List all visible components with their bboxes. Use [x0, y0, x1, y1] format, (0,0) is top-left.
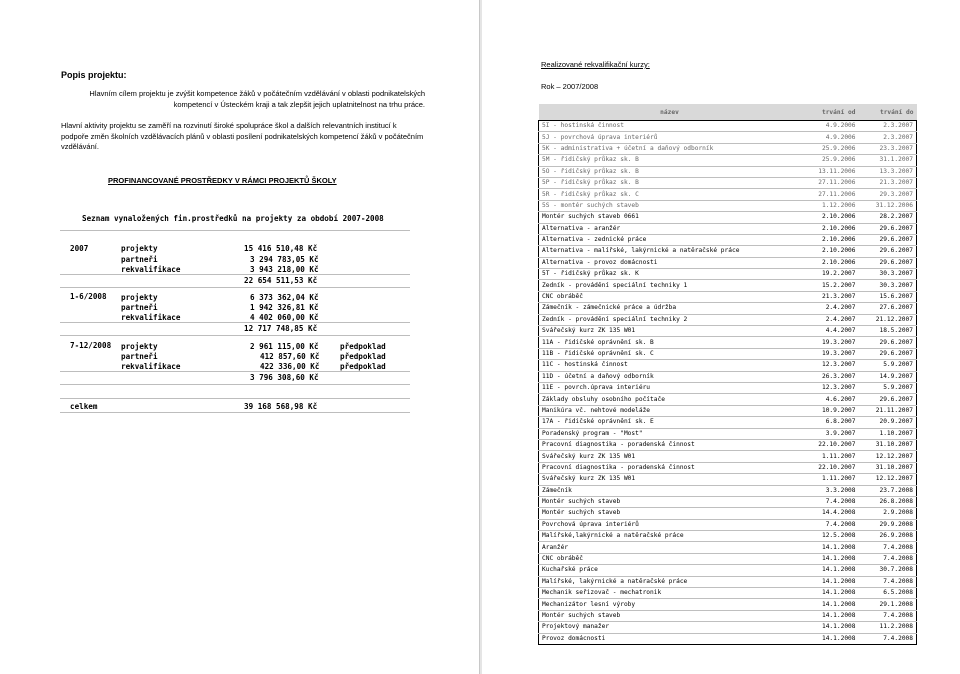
table-row: [539, 531, 917, 542]
course-from-cell: 13.11.2006: [801, 166, 859, 177]
course-name-cell: 5R - řidičský průkaz sk. C: [539, 189, 801, 200]
row-label: projekty: [121, 244, 158, 253]
table-row: [539, 553, 917, 564]
course-name-cell: 5M - řidičský průkaz sk. B: [539, 155, 801, 166]
course-name-cell: Aranžér: [539, 542, 801, 553]
course-from-cell: 2.4.2007: [801, 303, 859, 314]
course-from-cell: 12.3.2007: [801, 382, 859, 393]
course-from-cell: 4.4.2007: [801, 326, 859, 337]
course-from-cell: 3.3.2008: [801, 485, 859, 496]
row-amount: 4 402 060,00 Kč: [250, 313, 319, 322]
course-from-cell: 2.4.2007: [801, 314, 859, 325]
divider: [60, 230, 410, 231]
course-name-cell: 5O - řidičský průkaz sk. B: [539, 166, 801, 177]
period-label: 7-12/2008: [70, 341, 112, 350]
group-total: 12 717 748,85 Kč: [244, 324, 318, 333]
course-from-cell: 1.12.2006: [801, 200, 859, 211]
course-name-cell: 11D - účetní a daňový odborník: [539, 371, 801, 382]
course-name-cell: Povrchová úprava interiérů: [539, 519, 801, 530]
divider: [60, 384, 410, 385]
course-to-cell: 23.3.2007: [859, 143, 917, 154]
course-to-cell: 26.8.2008: [859, 496, 917, 507]
table-row: [539, 474, 917, 485]
courses-year: Rok – 2007/2008: [541, 82, 599, 91]
course-from-cell: 22.10.2007: [801, 462, 859, 473]
course-to-cell: 21.12.2007: [859, 314, 917, 325]
divider: [60, 398, 410, 399]
course-from-cell: 14.4.2008: [801, 508, 859, 519]
course-to-cell: 31.1.2007: [859, 155, 917, 166]
course-to-cell: 5.9.2007: [859, 360, 917, 371]
table-row: [539, 371, 917, 382]
course-name-cell: CNC obráběč: [539, 291, 801, 302]
project-activities-paragraph: Hlavní aktivity projektu se zaměří na rozvinutí široké spolupráce škol a dalších relevantních institucí k podpoře změn školních vzdělávacích plánů v oblasti posílení podnikatelských kompetencí žáků v počátečním vzdělávání.: [61, 121, 424, 151]
grand-total-amount: 39 168 568,98 Kč: [244, 402, 318, 411]
course-name-cell: Malířské,lakýrnické a natěračské práce: [539, 531, 801, 542]
course-from-cell: 7.4.2008: [801, 496, 859, 507]
table-row: [539, 314, 917, 325]
course-from-cell: 22.10.2007: [801, 439, 859, 450]
row-label: rekvalifikace: [121, 265, 181, 274]
course-from-cell: 25.9.2006: [801, 143, 859, 154]
table-row: [539, 496, 917, 507]
right-page: [483, 0, 960, 674]
course-to-cell: 21.3.2007: [859, 177, 917, 188]
course-from-cell: 21.3.2007: [801, 291, 859, 302]
course-to-cell: 18.5.2007: [859, 326, 917, 337]
row-label: partneři: [121, 303, 158, 312]
course-name-cell: Manikúra vč. nehtové modeláže: [539, 405, 801, 416]
course-name-cell: Pracovní diagnostika - poradenská činnost: [539, 439, 801, 450]
divider: [60, 371, 410, 372]
course-to-cell: 29.6.2007: [859, 246, 917, 257]
course-from-cell: 12.5.2008: [801, 531, 859, 542]
row-amount: 3 943 218,00 Kč: [250, 265, 319, 274]
table-row: [539, 462, 917, 473]
table-row: [539, 337, 917, 348]
course-name-cell: 5S - montér suchých staveb: [539, 200, 801, 211]
table-row: [539, 155, 917, 166]
table-row: [539, 132, 917, 143]
period-label: 2007: [70, 244, 89, 253]
financing-subtitle: Seznam vynaložených fin.prostředků na projekty za období 2007-2008: [82, 214, 384, 223]
course-to-cell: 6.5.2008: [859, 588, 917, 599]
course-to-cell: 7.4.2008: [859, 610, 917, 621]
course-to-cell: 1.10.2007: [859, 428, 917, 439]
course-from-cell: 27.11.2006: [801, 177, 859, 188]
course-name-cell: Zedník - provádění speciální techniky 1: [539, 280, 801, 291]
row-note: předpoklad: [340, 352, 386, 361]
course-to-cell: 5.9.2007: [859, 382, 917, 393]
table-row: [539, 382, 917, 393]
course-from-cell: 14.1.2008: [801, 542, 859, 553]
course-name-cell: Provoz domácnosti: [539, 633, 801, 644]
table-row: [539, 189, 917, 200]
course-from-cell: 19.3.2007: [801, 337, 859, 348]
group-total: 3 796 308,60 Kč: [250, 373, 319, 382]
course-to-cell: 29.6.2007: [859, 234, 917, 245]
course-name-cell: 11B - řidičské oprávnění sk. C: [539, 348, 801, 359]
course-to-cell: 7.4.2008: [859, 553, 917, 564]
row-label: partneři: [121, 255, 158, 264]
course-from-cell: 10.9.2007: [801, 405, 859, 416]
course-to-cell: 29.9.2008: [859, 519, 917, 530]
financing-title: PROFINANCOVANÉ PROSTŘEDKY V RÁMCI PROJEKTŮ ŠKOLY: [108, 176, 337, 185]
divider: [60, 335, 410, 336]
table-row: [539, 257, 917, 268]
table-row: [539, 588, 917, 599]
course-to-cell: 30.3.2007: [859, 269, 917, 280]
course-name-cell: Mechanik seřizovač - mechatronik: [539, 588, 801, 599]
table-row: [539, 223, 917, 234]
course-name-cell: 11A - řidičské oprávnění sk. B: [539, 337, 801, 348]
table-row: [539, 269, 917, 280]
course-to-cell: 30.3.2007: [859, 280, 917, 291]
table-row: [539, 166, 917, 177]
row-amount: 2 961 115,00 Kč: [250, 342, 319, 351]
course-from-cell: 14.1.2008: [801, 576, 859, 587]
course-from-cell: 19.2.2007: [801, 269, 859, 280]
course-from-cell: 15.2.2007: [801, 280, 859, 291]
row-note: předpoklad: [340, 362, 386, 371]
course-name-cell: Alternativa - provoz domácnosti: [539, 257, 801, 268]
table-row: [539, 143, 917, 154]
column-header-to: trvání do: [859, 104, 917, 121]
table-row: [539, 280, 917, 291]
course-to-cell: 29.6.2007: [859, 223, 917, 234]
table-row: [539, 508, 917, 519]
table-row: [539, 519, 917, 530]
table-row: [539, 428, 917, 439]
course-from-cell: 2.10.2006: [801, 234, 859, 245]
table-row: [539, 439, 917, 450]
course-to-cell: 7.4.2008: [859, 542, 917, 553]
table-row: [539, 394, 917, 405]
course-from-cell: 14.1.2008: [801, 610, 859, 621]
course-from-cell: 4.9.2006: [801, 132, 859, 143]
course-from-cell: 4.9.2006: [801, 121, 859, 132]
table-row: [539, 360, 917, 371]
course-to-cell: 29.6.2007: [859, 348, 917, 359]
table-row: [539, 565, 917, 576]
course-from-cell: 14.1.2008: [801, 599, 859, 610]
table-row: [539, 405, 917, 416]
table-row: [539, 451, 917, 462]
course-name-cell: Montér suchých staveb: [539, 496, 801, 507]
course-name-cell: 5P - řidičský průkaz sk. B: [539, 177, 801, 188]
course-to-cell: 31.10.2007: [859, 439, 917, 450]
course-name-cell: 17A - řidičské oprávnění sk. E: [539, 417, 801, 428]
table-row: [539, 303, 917, 314]
course-to-cell: 13.3.2007: [859, 166, 917, 177]
course-name-cell: Pracovní diagnostika - poradenská činnost: [539, 462, 801, 473]
course-to-cell: 11.2.2008: [859, 622, 917, 633]
page-title: Popis projektu:: [61, 70, 127, 80]
course-to-cell: 2.3.2007: [859, 121, 917, 132]
course-from-cell: 2.10.2006: [801, 257, 859, 268]
course-from-cell: 26.3.2007: [801, 371, 859, 382]
course-from-cell: 2.10.2006: [801, 246, 859, 257]
table-row: [539, 212, 917, 223]
course-name-cell: Alternativa - aranžér: [539, 223, 801, 234]
course-name-cell: 5J - povrchová úprava interiérů: [539, 132, 801, 143]
row-label: partneři: [121, 352, 158, 361]
course-name-cell: Montér suchých staveb: [539, 610, 801, 621]
course-name-cell: 5I - hostinská činnost: [539, 121, 801, 132]
course-name-cell: Alternativa - malířské, lakýrnické a natěračské práce: [539, 246, 801, 257]
table-row: [539, 246, 917, 257]
table-row: [539, 576, 917, 587]
course-name-cell: 11E - povrch.úprava interiéru: [539, 382, 801, 393]
row-label: rekvalifikace: [121, 313, 181, 322]
course-name-cell: 5K - administrativa + účetní a daňový odborník: [539, 143, 801, 154]
course-name-cell: Zedník - provádění speciální techniky 2: [539, 314, 801, 325]
course-to-cell: 15.6.2007: [859, 291, 917, 302]
course-to-cell: 27.6.2007: [859, 303, 917, 314]
course-to-cell: 7.4.2008: [859, 633, 917, 644]
table-header-row: [539, 104, 917, 121]
course-name-cell: Kuchařské práce: [539, 565, 801, 576]
course-from-cell: 6.8.2007: [801, 417, 859, 428]
courses-table-body: [539, 121, 917, 645]
course-name-cell: Mechanizátor lesní výroby: [539, 599, 801, 610]
table-row: [539, 542, 917, 553]
course-name-cell: Poradenský program - "Most": [539, 428, 801, 439]
row-note: předpoklad: [340, 342, 386, 351]
course-name-cell: 5T - řidičský průkaz sk. K: [539, 269, 801, 280]
course-to-cell: 30.7.2008: [859, 565, 917, 576]
course-to-cell: 29.1.2008: [859, 599, 917, 610]
row-amount: 15 416 510,48 Kč: [244, 244, 318, 253]
courses-title: Realizované rekvalifikační kurzy:: [541, 60, 650, 69]
period-label: 1-6/2008: [70, 292, 107, 301]
course-to-cell: 29.6.2007: [859, 394, 917, 405]
course-name-cell: CNC obráběč: [539, 553, 801, 564]
course-to-cell: 31.10.2007: [859, 462, 917, 473]
row-amount: 422 336,00 Kč: [260, 362, 320, 371]
course-to-cell: 14.9.2007: [859, 371, 917, 382]
course-from-cell: 2.10.2006: [801, 223, 859, 234]
course-name-cell: Svářečský kurz ZK 135 W01: [539, 326, 801, 337]
table-row: [539, 610, 917, 621]
column-header-name: název: [539, 104, 801, 121]
courses-table: [538, 104, 917, 645]
grand-total-label: celkem: [70, 402, 98, 411]
course-to-cell: 29.3.2007: [859, 189, 917, 200]
table-row: [539, 485, 917, 496]
table-row: [539, 348, 917, 359]
row-amount: 1 942 326,81 Kč: [250, 303, 319, 312]
row-amount: 412 857,60 Kč: [260, 352, 320, 361]
course-name-cell: Montér suchých staveb 0661: [539, 212, 801, 223]
column-header-from: trvání od: [801, 104, 859, 121]
course-from-cell: 1.11.2007: [801, 451, 859, 462]
course-name-cell: Zámečník - zámečnické práce a údržba: [539, 303, 801, 314]
page-divider: [479, 0, 482, 674]
table-row: [539, 633, 917, 644]
table-row: [539, 234, 917, 245]
divider: [60, 412, 410, 413]
course-name-cell: Projektový manažer: [539, 622, 801, 633]
course-name-cell: Malířské, lakýrnické a natěračské práce: [539, 576, 801, 587]
course-to-cell: 23.7.2008: [859, 485, 917, 496]
course-from-cell: 14.1.2008: [801, 588, 859, 599]
course-from-cell: 14.1.2008: [801, 553, 859, 564]
course-from-cell: 27.11.2006: [801, 189, 859, 200]
divider: [60, 287, 410, 288]
table-row: [539, 326, 917, 337]
course-to-cell: 20.9.2007: [859, 417, 917, 428]
table-row: [539, 417, 917, 428]
course-to-cell: 31.12.2006: [859, 200, 917, 211]
table-row: [539, 121, 917, 132]
table-row: [539, 177, 917, 188]
course-to-cell: 12.12.2007: [859, 474, 917, 485]
course-to-cell: 2.3.2007: [859, 132, 917, 143]
course-name-cell: Montér suchých staveb: [539, 508, 801, 519]
course-from-cell: 19.3.2007: [801, 348, 859, 359]
course-from-cell: 4.6.2007: [801, 394, 859, 405]
left-page: [0, 0, 478, 674]
course-from-cell: 12.3.2007: [801, 360, 859, 371]
course-name-cell: Alternativa - zednické práce: [539, 234, 801, 245]
course-to-cell: 26.9.2008: [859, 531, 917, 542]
row-amount: 6 373 362,04 Kč: [250, 293, 319, 302]
course-name-cell: 11C - hostinská činnost: [539, 360, 801, 371]
table-row: [539, 291, 917, 302]
divider: [60, 274, 410, 275]
table-row: [539, 200, 917, 211]
table-row: [539, 599, 917, 610]
course-from-cell: 7.4.2008: [801, 519, 859, 530]
project-goal-paragraph: Hlavním cílem projektu je zvýšit kompetence žáků v počátečním vzdělávání v oblasti podnikatelských kompetencí v Ústeckém kraji a tak zlepšit jejich uplatnitelnost na trhu práce.: [89, 89, 425, 109]
course-to-cell: 2.9.2008: [859, 508, 917, 519]
course-to-cell: 29.6.2007: [859, 257, 917, 268]
row-label: rekvalifikace: [121, 362, 181, 371]
course-name-cell: Svářečský kurz ZK 135 W01: [539, 474, 801, 485]
course-name-cell: Základy obsluhy osobního počítače: [539, 394, 801, 405]
course-from-cell: 3.9.2007: [801, 428, 859, 439]
table-row: [539, 622, 917, 633]
course-to-cell: 21.11.2007: [859, 405, 917, 416]
course-from-cell: 2.10.2006: [801, 212, 859, 223]
course-from-cell: 14.1.2008: [801, 633, 859, 644]
row-amount: 3 294 783,05 Kč: [250, 255, 319, 264]
row-label: projekty: [121, 293, 158, 302]
course-to-cell: 7.4.2008: [859, 576, 917, 587]
group-total: 22 654 511,53 Kč: [244, 276, 318, 285]
course-name-cell: Svářečský kurz ZK 135 W01: [539, 451, 801, 462]
divider: [60, 322, 410, 323]
course-to-cell: 28.2.2007: [859, 212, 917, 223]
course-from-cell: 25.9.2006: [801, 155, 859, 166]
course-from-cell: 14.1.2008: [801, 622, 859, 633]
course-name-cell: Zámečník: [539, 485, 801, 496]
row-label: projekty: [121, 342, 158, 351]
course-to-cell: 29.6.2007: [859, 337, 917, 348]
course-from-cell: 1.11.2007: [801, 474, 859, 485]
course-to-cell: 12.12.2007: [859, 451, 917, 462]
course-from-cell: 14.1.2008: [801, 565, 859, 576]
